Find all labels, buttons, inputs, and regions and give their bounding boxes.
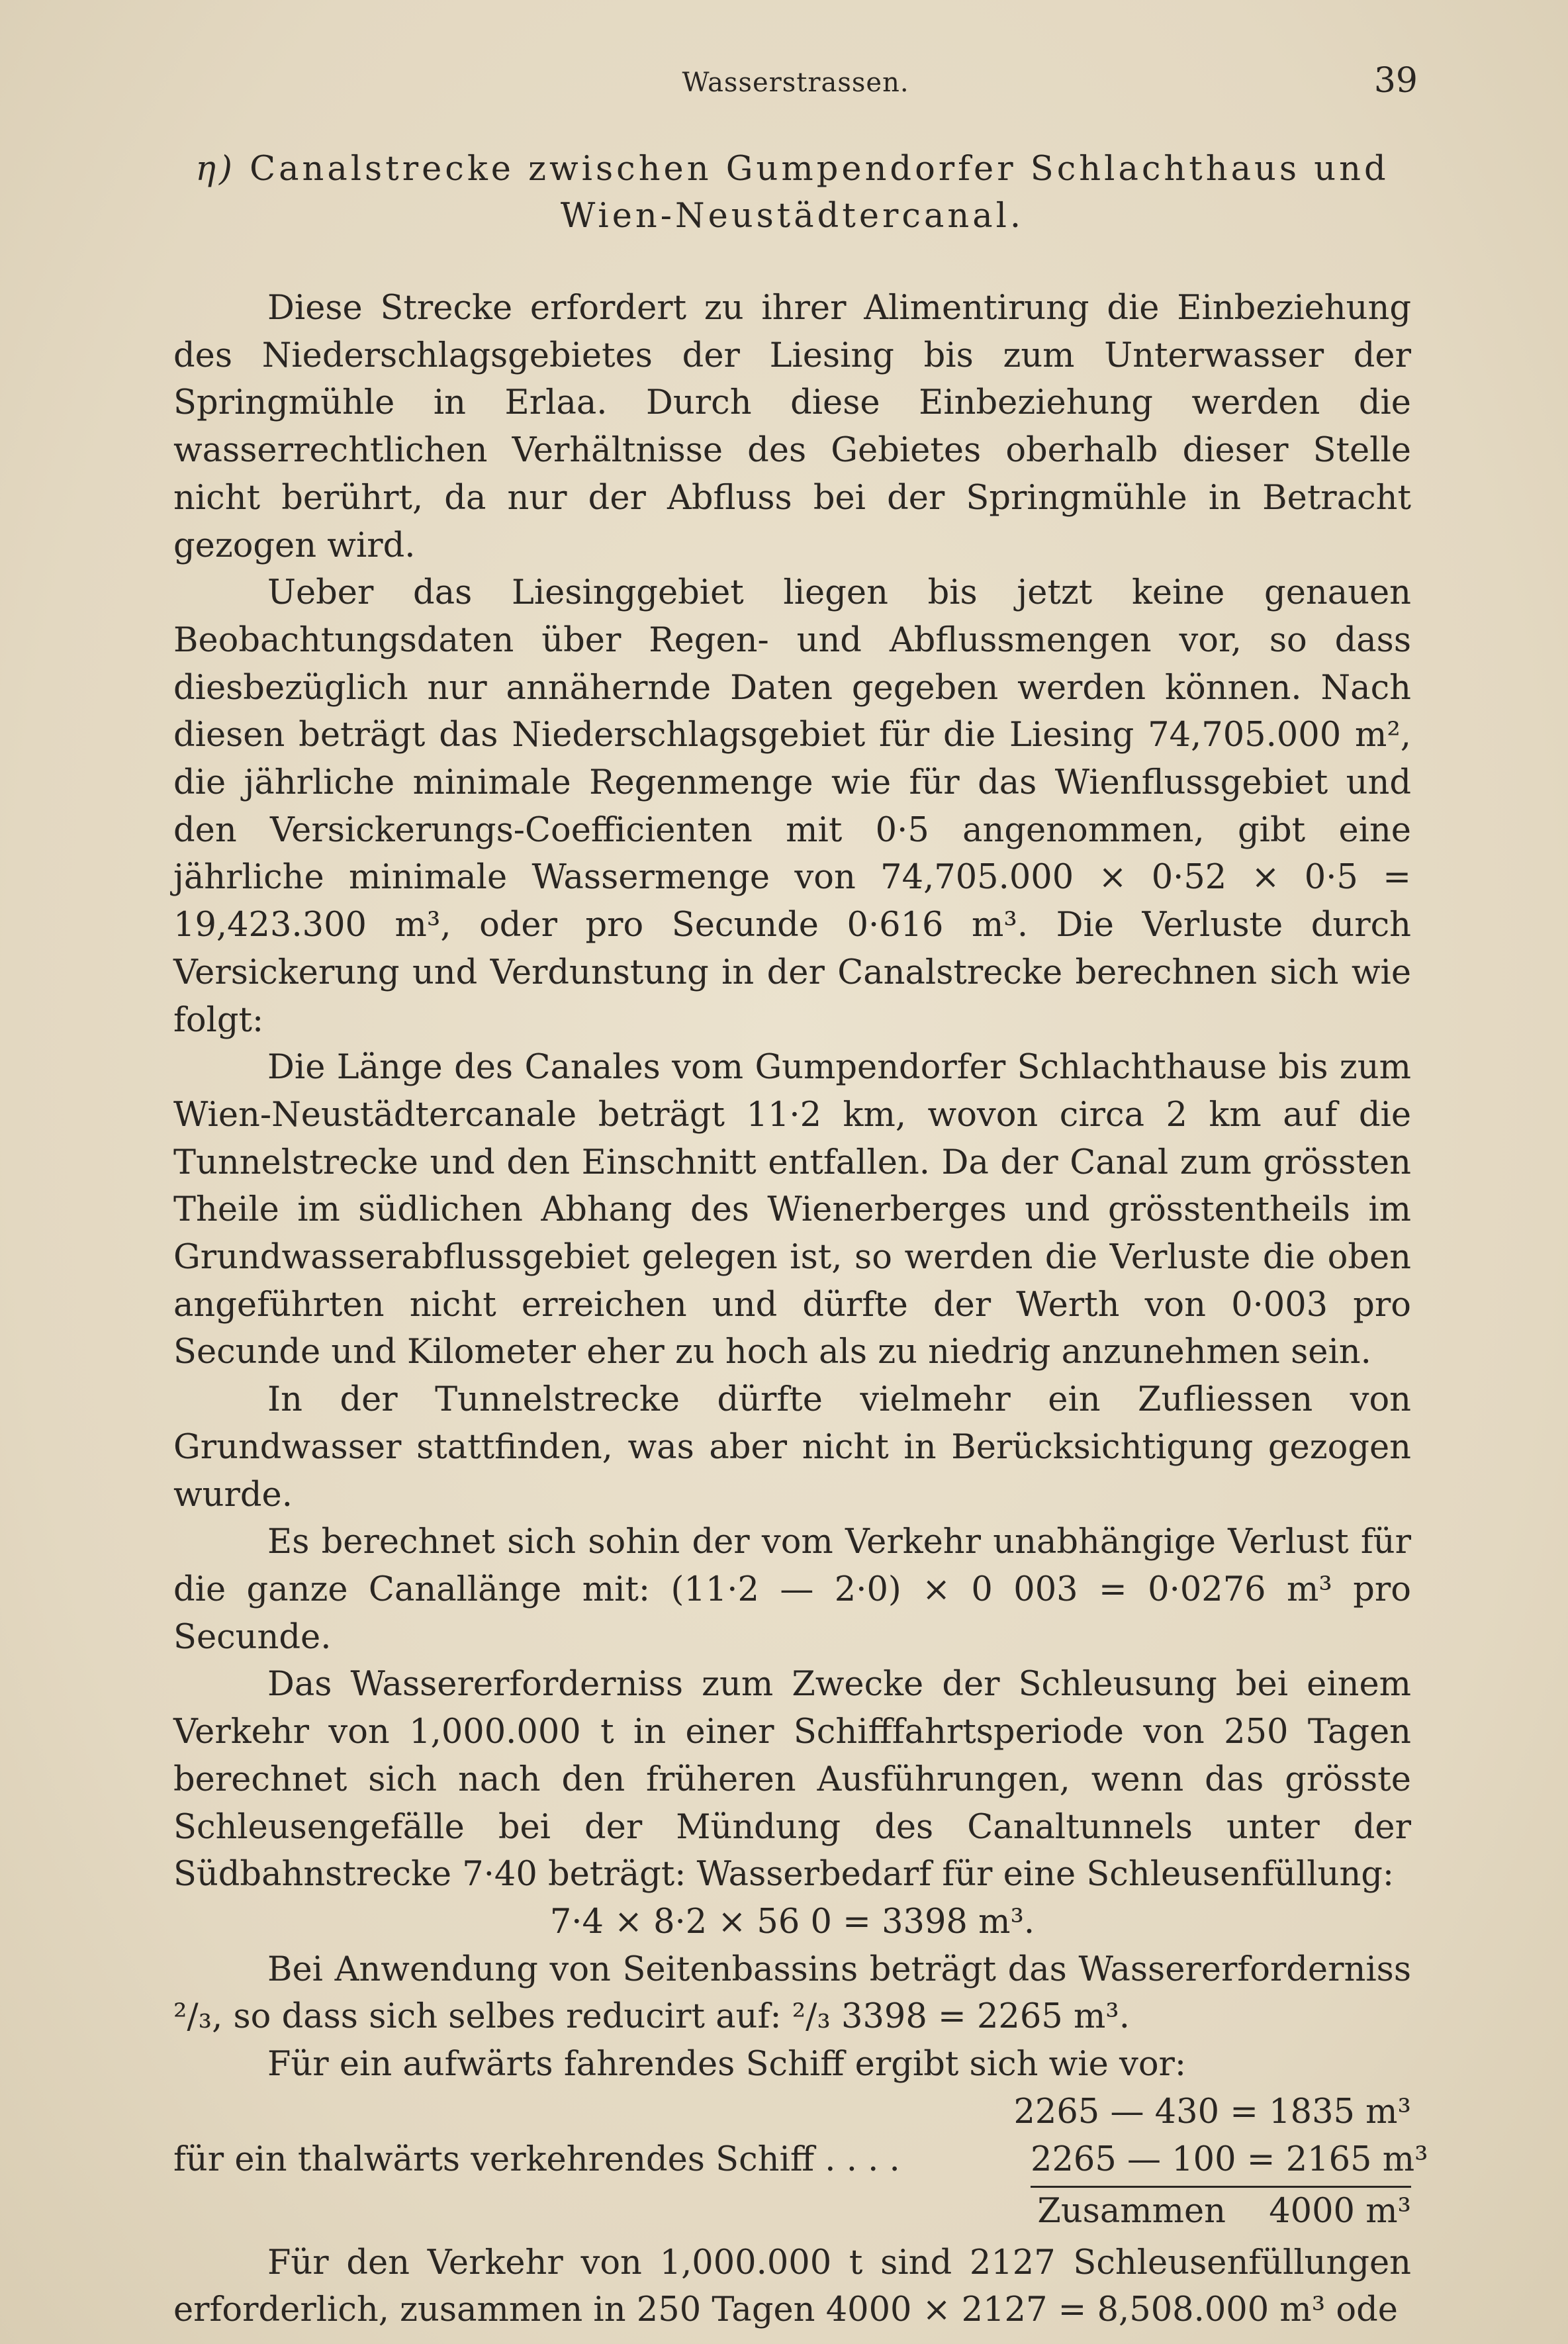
paragraph-seitenbassins: Bei Anwendung von Seitenbassins beträgt das Wassererforderniss ²/₃, so dass sich selbes reducirt auf: ²/₃ 3398 = 2265 m³. [173, 1949, 1411, 2037]
paragraph-tunnelstrecke: In der Tunnelstrecke dürfte vielmehr ein Zufliessen von Grundwasser stattfinden, was aber nicht in Berücksichtigung gezogen wurde. [173, 1380, 1411, 1515]
paragraph-verlust: Es berechnet sich sohin der vom Verkehr unabhängige Verlust für die ganze Canallänge mit: (11·2 — 2·0) × 0 003 = 0·0276 m³ pro Secunde. [173, 1523, 1411, 1657]
paragraph-aufwaerts: Für ein aufwärts fahrendes Schiff ergibt sich wie vor: [267, 2045, 1187, 2085]
paragraph-canallaenge: Die Länge des Canales vom Gumpendorfer Schlachthause bis zum Wien-Neustädtercanale beträgt 11·2 km, wovon circa 2 km auf die Tunnelstrecke und den Einschnitt entfallen. Da der Canal zum grössten Theile im südlichen Abhang des Wienerberges und grösstentheils im Grundwasserabflussgebiet gelegen ist, so werden die Verluste die oben angeführten nicht erreichen und dürfte der Werth von 0·003 pro Secunde und Kilometer eher zu hoch als zu niedrig anzunehmen sein. [173, 1048, 1411, 1372]
section-heading [173, 146, 1411, 240]
section-letter: η) [195, 150, 236, 189]
calc-upstream: 2265 — 430 = 1835 m³ [1013, 2092, 1411, 2132]
sum-label: Zusammen [1037, 2191, 1226, 2231]
calc-row-upstream [173, 2088, 1411, 2136]
sum-value: 4000 m³ [1269, 2191, 1411, 2231]
sum-row [173, 2188, 1411, 2239]
paragraph-wassererforderniss: Das Wassererforderniss zum Zwecke der Schleusung bei einem Verkehr von 1,000.000 t in einer Schifffahrtsperiode von 250 Tagen berechnet sich nach den früheren Ausführungen, wenn das grösste Schleusengefälle bei der Mündung des Canaltunnels unter der Südbahnstrecke 7·40 beträgt: Wasserbedarf für eine Schleusenfüllung: [173, 1665, 1411, 1895]
calc-row-downstream [173, 2136, 1428, 2184]
page-number: 39 [1373, 61, 1418, 101]
calc-downstream: 2265 — 100 = 2165 m³ [1031, 2136, 1411, 2188]
page-body [173, 146, 1428, 2334]
paragraph-verkehr: Für den Verkehr von 1,000.000 t sind 2127 Schleusenfüllungen erforderlich, zusammen in 250 Tagen 4000 × 2127 = 8,508.000 m³ ode [173, 2243, 1411, 2330]
paragraph-alimentirung: Diese Strecke erfordert zu ihrer Alimentirung die Einbeziehung des Niederschlagsgebietes der Liesing bis zum Unterwasser der Springmühle in Erlaa. Durch diese Einbeziehung werden die wasserrechtlichen Verhältnisse des Gebietes oberhalb dieser Stelle nicht berührt, da nur der Abfluss bei der Springmühle in Betracht gezogen wird. [173, 289, 1411, 565]
paragraph-liesinggebiet: Ueber das Liesinggebiet liegen bis jetzt keine genauen Beobachtungsdaten über Regen- und Abflussmengen vor, so dass diesbezüglich nur annähernde Daten gegeben werden können. Nach diesen beträgt das Niederschlagsgebiet für die Liesing 74,705.000 m², die jährliche minimale Regenmenge wie für das Wienflussgebiet und den Versickerungs-Coefficienten mit 0·5 angenommen, gibt eine jährliche minimale Wassermenge von 74,705.000 × 0·52 × 0·5 = 19,423.300 m³, oder pro Secunde 0·616 m³. Die Verluste durch Versickerung und Verdunstung in der Canalstrecke berechnen sich wie folgt: [173, 573, 1411, 1040]
section-title: Canalstrecke zwischen Gumpendorfer Schlachthaus und Wien-Neustädtercanal. [250, 150, 1389, 236]
page-header [173, 61, 1418, 107]
running-title: Wasserstrassen. [682, 68, 909, 98]
formula-schleusenfuellung: 7·4 × 8·2 × 56 0 = 3398 m³. [549, 1902, 1035, 1942]
calc-downstream-label: für ein thalwärts verkehrendes Schiff . . . . [173, 2139, 900, 2179]
